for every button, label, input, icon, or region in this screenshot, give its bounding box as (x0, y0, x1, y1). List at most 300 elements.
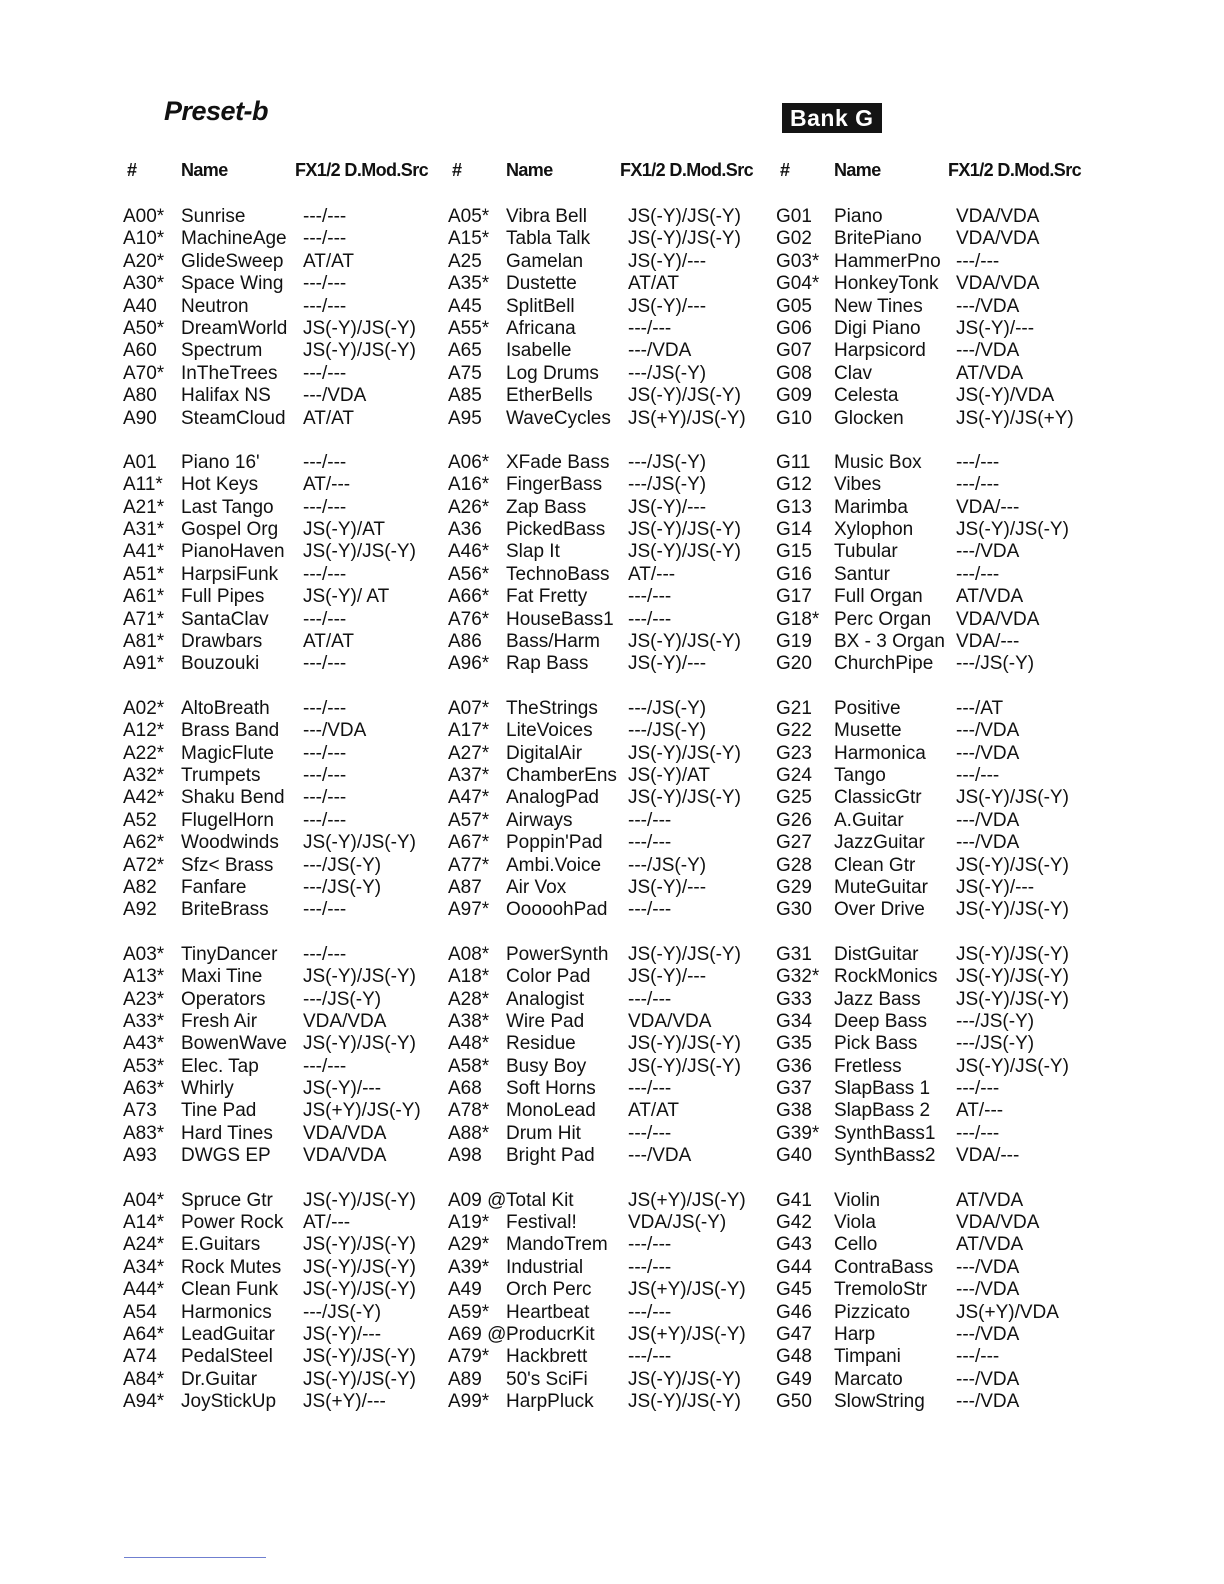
program-number: A12* (123, 720, 165, 742)
program-row (776, 787, 1106, 809)
program-group (776, 944, 1106, 1168)
fx-mod-source: ---/VDA (628, 1145, 692, 1167)
program-name: ProducrKit (506, 1323, 595, 1345)
program-number: A06* (448, 451, 490, 473)
program-row (776, 698, 1106, 720)
program-number: A00* (123, 206, 165, 227)
fx-mod-source: ---/--- (628, 1301, 672, 1323)
program-name: FingerBass (506, 474, 603, 496)
program-row (123, 1324, 453, 1346)
header-fx-mod-source: FX1/2 D.Mod.Src (948, 160, 1082, 180)
fx-mod-source: ---/--- (956, 1122, 1000, 1144)
program-name: Pick Bass (834, 1033, 918, 1055)
program-number: A59* (448, 1301, 490, 1323)
program-name: Orch Perc (506, 1279, 592, 1301)
program-row (776, 1391, 1106, 1413)
program-row (448, 586, 778, 608)
fx-mod-source: ---/JS(-Y) (303, 876, 382, 898)
fx-mod-source: ---/--- (303, 362, 347, 384)
fx-mod-source: ---/--- (303, 943, 347, 965)
program-number: A32* (123, 764, 165, 786)
program-number: A72* (123, 854, 165, 876)
program-number: A82 (123, 876, 157, 898)
program-column-1 (123, 160, 453, 1414)
program-name: TechnoBass (506, 563, 610, 585)
fx-mod-source: ---/JS(-Y) (628, 362, 707, 384)
program-number: A51* (123, 563, 165, 585)
program-row (123, 541, 453, 563)
program-name: Sfz< Brass (181, 854, 274, 876)
program-number: A97* (448, 899, 490, 921)
program-name: Total Kit (506, 1189, 574, 1211)
program-number: A36 (448, 519, 482, 541)
program-row (123, 855, 453, 877)
program-number: G15 (776, 541, 812, 563)
program-name: Fat Fretty (506, 586, 588, 608)
program-name: Trumpets (181, 764, 261, 786)
program-number: A05* (448, 206, 490, 227)
program-row (123, 653, 453, 675)
program-name: Pizzicato (834, 1301, 911, 1323)
program-name: HouseBass1 (506, 608, 614, 630)
program-row (123, 1145, 453, 1167)
program-name: ChamberEns (506, 764, 617, 786)
program-row (123, 810, 453, 832)
program-name: Perc Organ (834, 608, 932, 630)
fx-mod-source: ---/--- (628, 1346, 672, 1368)
program-name: ClassicGtr (834, 787, 922, 809)
fx-mod-source: ---/--- (303, 653, 347, 675)
program-name: Fretless (834, 1055, 902, 1077)
program-name: BX - 3 Organ (834, 631, 945, 653)
program-name: Music Box (834, 451, 922, 473)
program-name: Clean Funk (181, 1279, 279, 1301)
program-number: A26* (448, 496, 490, 518)
fx-mod-source: JS(-Y)/JS(-Y) (628, 206, 741, 227)
program-row (776, 363, 1106, 385)
program-row (123, 966, 453, 988)
program-group (123, 698, 453, 922)
program-name: SplitBell (506, 295, 575, 317)
program-name: Full Organ (834, 586, 923, 608)
program-number: A79* (448, 1346, 490, 1368)
fx-mod-source: JS(-Y)/JS(+Y) (956, 407, 1074, 429)
program-number: A25 (448, 250, 482, 272)
fx-mod-source: JS(-Y)/--- (956, 317, 1035, 339)
program-name: MachineAge (181, 228, 287, 250)
program-number: A31* (123, 519, 165, 541)
header-name: Name (181, 160, 228, 180)
fx-mod-source: AT/--- (628, 563, 676, 585)
program-row (448, 966, 778, 988)
program-row (448, 1257, 778, 1279)
fx-mod-source: JS(+Y)/JS(-Y) (628, 1279, 746, 1301)
fx-mod-source: JS(-Y)/JS(-Y) (956, 1055, 1069, 1077)
program-number: A44* (123, 1279, 165, 1301)
program-row (776, 653, 1106, 675)
program-row (123, 765, 453, 787)
program-name: Sunrise (181, 206, 246, 227)
program-row (776, 385, 1106, 407)
program-name: E.Guitars (181, 1234, 261, 1256)
program-number: A29* (448, 1234, 490, 1256)
program-name: Viola (834, 1212, 876, 1234)
fx-mod-source: JS(-Y)/--- (628, 966, 707, 988)
program-name: Maxi Tine (181, 966, 263, 988)
program-name: ContraBass (834, 1256, 934, 1278)
fx-mod-source: JS(+Y)/JS(-Y) (628, 1189, 746, 1211)
program-row (448, 1302, 778, 1324)
fx-mod-source: ---/VDA (956, 720, 1020, 742)
program-name: MuteGuitar (834, 876, 928, 898)
fx-mod-source: JS(-Y)/JS(-Y) (956, 519, 1069, 541)
program-name: Brass Band (181, 720, 280, 742)
program-number: A19* (448, 1212, 490, 1234)
program-row (123, 1078, 453, 1100)
program-number: G35 (776, 1033, 812, 1055)
program-row (448, 251, 778, 273)
program-row (123, 1279, 453, 1301)
program-row (776, 1234, 1106, 1256)
fx-mod-source: ---/--- (303, 764, 347, 786)
program-row (448, 631, 778, 653)
program-row (123, 363, 453, 385)
program-number: A17* (448, 720, 490, 742)
fx-mod-source: ---/--- (303, 451, 347, 473)
program-row (123, 1056, 453, 1078)
program-name: Poppin'Pad (506, 832, 603, 854)
program-name: Woodwinds (181, 832, 279, 854)
fx-mod-source: JS(-Y)/JS(-Y) (303, 541, 416, 563)
program-name: Drawbars (181, 631, 263, 653)
program-name: WaveCycles (506, 407, 611, 429)
fx-mod-source: JS(-Y)/JS(-Y) (303, 340, 416, 362)
program-row (448, 810, 778, 832)
fx-mod-source: ---/--- (303, 496, 347, 518)
program-row (123, 1346, 453, 1368)
fx-mod-source: ---/VDA (956, 832, 1020, 854)
program-number: A02* (123, 697, 165, 719)
program-number: G11 (776, 451, 811, 473)
program-row (776, 1145, 1106, 1167)
program-name: Cello (834, 1234, 878, 1256)
fx-mod-source: VDA/VDA (303, 1145, 387, 1167)
program-row (123, 832, 453, 854)
program-row (123, 989, 453, 1011)
fx-mod-source: JS(-Y)/--- (628, 653, 707, 675)
program-name: Neutron (181, 295, 249, 317)
program-name: PianoHaven (181, 541, 285, 563)
program-row (776, 1100, 1106, 1122)
program-number: G04* (776, 273, 820, 295)
program-name: BritePiano (834, 228, 922, 250)
program-number: A70* (123, 362, 165, 384)
fx-mod-source: JS(-Y)/--- (303, 1078, 382, 1100)
fx-mod-source: AT/AT (628, 273, 680, 295)
program-number: A16* (448, 474, 490, 496)
program-number: A80 (123, 385, 157, 407)
program-row (776, 586, 1106, 608)
program-number: G16 (776, 563, 812, 585)
fx-mod-source: ---/--- (628, 1078, 672, 1100)
program-row (448, 765, 778, 787)
program-number: G44 (776, 1256, 812, 1278)
program-number: A66* (448, 586, 490, 608)
fx-mod-source: AT/VDA (956, 1189, 1024, 1211)
program-row (776, 1302, 1106, 1324)
program-row (776, 519, 1106, 541)
fx-mod-source: ---/JS(-Y) (303, 1301, 382, 1323)
program-name: DWGS EP (181, 1145, 271, 1167)
program-name: Isabelle (506, 340, 572, 362)
program-number: A78* (448, 1100, 490, 1122)
program-row (448, 385, 778, 407)
program-number: A14* (123, 1212, 165, 1234)
program-name: Fresh Air (181, 1010, 258, 1032)
fx-mod-source: ---/--- (628, 832, 672, 854)
program-number: G03* (776, 250, 820, 272)
program-name: DistGuitar (834, 943, 919, 965)
program-name: Harmonica (834, 742, 926, 764)
program-number: G46 (776, 1301, 812, 1323)
fx-mod-source: ---/VDA (956, 541, 1020, 563)
program-name: TheStrings (506, 697, 598, 719)
fx-mod-source: JS(-Y)/JS(-Y) (956, 966, 1069, 988)
program-number: G17 (776, 586, 812, 608)
program-row (123, 1257, 453, 1279)
program-name: Santur (834, 563, 890, 585)
fx-mod-source: JS(-Y)/--- (628, 250, 707, 272)
program-name: Dr.Guitar (181, 1368, 258, 1390)
program-row (123, 1302, 453, 1324)
fx-mod-source: ---/JS(-Y) (303, 854, 382, 876)
program-name: TremoloStr (834, 1279, 928, 1301)
program-group (123, 944, 453, 1168)
fx-mod-source: JS(-Y)/JS(-Y) (303, 1346, 416, 1368)
program-number: G07 (776, 340, 812, 362)
program-name: Full Pipes (181, 586, 265, 608)
program-number: A08* (448, 943, 490, 965)
fx-mod-source: AT/AT (303, 250, 355, 272)
fx-mod-source: VDA/VDA (303, 1122, 387, 1144)
program-row (776, 944, 1106, 966)
program-number: G08 (776, 362, 812, 384)
fx-mod-source: ---/--- (303, 899, 347, 921)
program-name: Over Drive (834, 899, 925, 921)
program-name: AltoBreath (181, 697, 270, 719)
program-name: Air Vox (506, 876, 567, 898)
program-row (776, 452, 1106, 474)
program-name: Ambi.Voice (506, 854, 602, 876)
program-name: Glocken (834, 407, 904, 429)
page-title: Preset-b (164, 96, 269, 126)
program-row (776, 1346, 1106, 1368)
program-name: Positive (834, 697, 901, 719)
program-row (123, 408, 453, 430)
program-number: G14 (776, 519, 812, 541)
program-number: G36 (776, 1055, 812, 1077)
fx-mod-source: JS(-Y)/JS(-Y) (303, 832, 416, 854)
program-name: Operators (181, 988, 266, 1010)
program-name: Gospel Org (181, 519, 279, 541)
program-row (776, 206, 1106, 228)
program-number: A22* (123, 742, 165, 764)
program-number: A48* (448, 1033, 490, 1055)
program-name: SynthBass2 (834, 1145, 936, 1167)
program-row (123, 743, 453, 765)
fx-mod-source: JS(-Y)/AT (628, 764, 710, 786)
program-name: LeadGuitar (181, 1323, 276, 1345)
program-number: G43 (776, 1234, 812, 1256)
program-number: A83* (123, 1122, 165, 1144)
program-number: G45 (776, 1279, 812, 1301)
program-number: A63* (123, 1078, 165, 1100)
program-row (123, 1234, 453, 1256)
fx-mod-source: ---/--- (628, 1122, 672, 1144)
program-number: G48 (776, 1346, 812, 1368)
fx-mod-source: ---/--- (628, 899, 672, 921)
fx-mod-source: ---/--- (628, 1234, 672, 1256)
fx-mod-source: AT/VDA (956, 1234, 1024, 1256)
program-name: OoooohPad (506, 899, 608, 921)
program-name: MagicFlute (181, 742, 274, 764)
program-number: A85 (448, 385, 482, 407)
program-number: G38 (776, 1100, 812, 1122)
program-number: G05 (776, 295, 812, 317)
program-name: Hot Keys (181, 474, 259, 496)
fx-mod-source: JS(-Y)/JS(-Y) (628, 943, 741, 965)
program-group (448, 206, 778, 430)
program-row (776, 408, 1106, 430)
program-row (123, 318, 453, 340)
fx-mod-source: ---/VDA (956, 1391, 1020, 1413)
program-name: DigitalAir (506, 742, 583, 764)
program-number: A74 (123, 1346, 157, 1368)
program-row (776, 832, 1106, 854)
program-number: G27 (776, 832, 812, 854)
fx-mod-source: ---/--- (303, 809, 347, 831)
program-number: A28* (448, 988, 490, 1010)
program-number: A38* (448, 1010, 490, 1032)
program-number: A30* (123, 273, 165, 295)
program-number: G42 (776, 1212, 812, 1234)
program-row (448, 989, 778, 1011)
program-row (776, 743, 1106, 765)
fx-mod-source: VDA/VDA (303, 1010, 387, 1032)
program-number: A76* (448, 608, 490, 630)
fx-mod-source: ---/JS(-Y) (956, 1010, 1035, 1032)
program-name: Whirly (181, 1078, 234, 1100)
program-row (448, 877, 778, 899)
program-row (123, 1033, 453, 1055)
fx-mod-source: JS(-Y)/JS(-Y) (628, 541, 741, 563)
program-row (123, 720, 453, 742)
fx-mod-source: AT/--- (303, 1212, 351, 1234)
program-row (776, 273, 1106, 295)
program-name: Vibra Bell (506, 206, 587, 227)
fx-mod-source: JS(-Y)/JS(-Y) (956, 787, 1069, 809)
program-column-3 (776, 160, 1106, 1414)
program-number: A54 (123, 1301, 157, 1323)
program-row (123, 1212, 453, 1234)
program-number: A13* (123, 966, 165, 988)
program-row (123, 1123, 453, 1145)
column-header (448, 160, 778, 184)
program-number: A96* (448, 653, 490, 675)
program-name: MandoTrem (506, 1234, 608, 1256)
program-name: Rap Bass (506, 653, 589, 675)
program-number: G13 (776, 496, 812, 518)
fx-mod-source: JS(-Y)/JS(-Y) (303, 1279, 416, 1301)
column-header (776, 160, 1106, 184)
program-row (123, 385, 453, 407)
program-row (123, 1100, 453, 1122)
program-row (776, 1078, 1106, 1100)
program-number: G26 (776, 809, 812, 831)
program-number: G20 (776, 653, 812, 675)
program-number: A41* (123, 541, 165, 563)
program-row (448, 1324, 778, 1346)
program-row (448, 1369, 778, 1391)
fx-mod-source: JS(-Y)/ AT (303, 586, 390, 608)
program-number: A65 (448, 340, 482, 362)
program-name: Digi Piano (834, 317, 921, 339)
program-row (776, 899, 1106, 921)
program-name: Marimba (834, 496, 908, 518)
fx-mod-source: ---/--- (628, 608, 672, 630)
fx-mod-source: JS(-Y)/--- (628, 496, 707, 518)
program-name: Africana (506, 317, 576, 339)
program-name: Harpsicord (834, 340, 926, 362)
program-name: RockMonics (834, 966, 938, 988)
fx-mod-source: JS(-Y)/JS(-Y) (628, 1055, 741, 1077)
program-number: A24* (123, 1234, 165, 1256)
program-number: G33 (776, 988, 812, 1010)
program-name: Spectrum (181, 340, 263, 362)
program-number: G49 (776, 1368, 812, 1390)
program-name: Hackbrett (506, 1346, 588, 1368)
program-number: A55* (448, 317, 490, 339)
program-column-2 (448, 160, 778, 1414)
program-name: Slap It (506, 541, 560, 563)
fx-mod-source: ---/--- (628, 988, 672, 1010)
program-number: A09 @ (448, 1189, 507, 1211)
program-row (448, 832, 778, 854)
program-row (448, 899, 778, 921)
program-row (448, 653, 778, 675)
program-number: A68 (448, 1078, 482, 1100)
program-row (448, 497, 778, 519)
program-row (448, 1123, 778, 1145)
fx-mod-source: ---/JS(-Y) (628, 720, 707, 742)
program-row (123, 586, 453, 608)
fx-mod-source: VDA/--- (956, 496, 1020, 518)
fx-mod-source: AT/--- (956, 1100, 1004, 1122)
program-number: A71* (123, 608, 165, 630)
program-number: G30 (776, 899, 812, 921)
program-number: A47* (448, 787, 490, 809)
program-row (448, 720, 778, 742)
program-row (448, 609, 778, 631)
program-name: BowenWave (181, 1033, 287, 1055)
program-number: A18* (448, 966, 490, 988)
program-number: G23 (776, 742, 812, 764)
program-row (448, 698, 778, 720)
program-number: A94* (123, 1391, 165, 1413)
program-row (776, 474, 1106, 496)
program-number: A77* (448, 854, 490, 876)
program-row (776, 1011, 1106, 1033)
